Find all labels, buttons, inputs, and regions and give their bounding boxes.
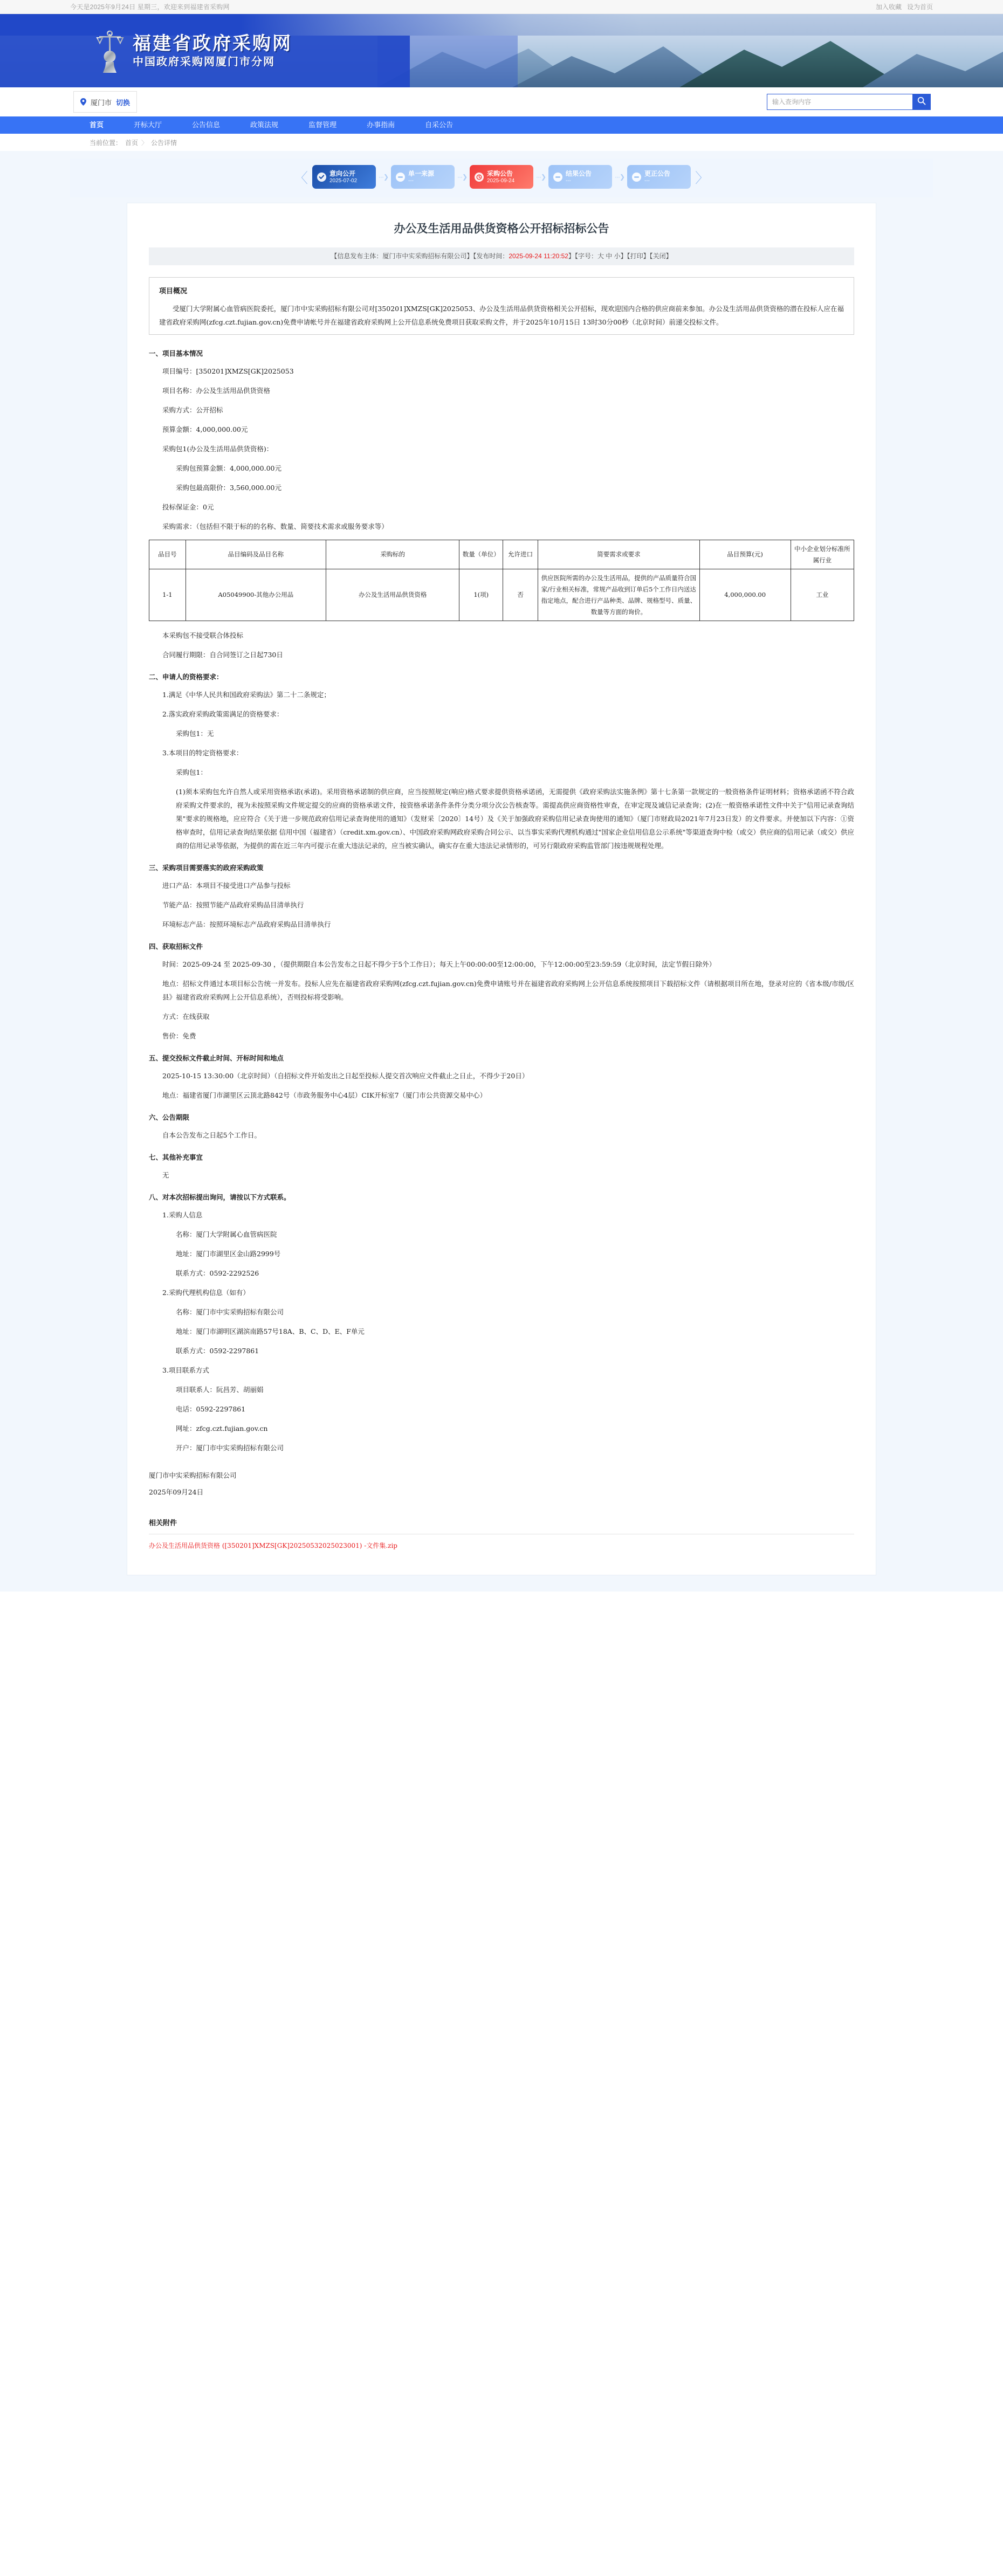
progress-step-结果公告[interactable]	[548, 165, 612, 189]
section-line: 3.项目联系方式	[162, 1366, 209, 1375]
section-line: 地址：厦门市湖里区金山路2999号	[176, 1250, 281, 1258]
breadcrumb	[0, 134, 1003, 151]
cell-item-no: 1-1	[149, 569, 186, 621]
attachment-download-link[interactable]: 办公及生活用品供货资格 ([350201]XMZS[GK]20250532025023001) -文件集.zip	[149, 1542, 397, 1550]
section-line: 投标保证金：0元	[162, 503, 214, 512]
publisher-label: 【信息发布主体：	[331, 252, 383, 260]
cell-budget: 4,000,000.00	[699, 569, 791, 621]
signature-org: 厦门市中实采购招标有限公司	[149, 1471, 237, 1480]
table-header-row	[149, 540, 854, 569]
site-banner	[0, 14, 1003, 87]
sub-header	[0, 87, 1003, 116]
step-date: 2025-09-24	[487, 177, 515, 184]
section-line: 自本公告发布之日起5个工作日。	[162, 1131, 261, 1140]
cell-sme-industry: 工业	[791, 569, 854, 621]
announcement-progress-tracker	[70, 159, 933, 197]
progress-step-更正公告[interactable]	[627, 165, 691, 189]
section-line: 2.落实政府采购政策需满足的资格要求：	[162, 710, 284, 719]
section-heading: 六、公告期限	[149, 1113, 190, 1122]
brand-title-sub: 中国政府采购网厦门市分网	[133, 55, 275, 68]
table-header-cell: 数量（单位）	[459, 540, 503, 569]
check-circle-icon	[317, 173, 326, 182]
section-heading: 五、提交投标文件截止时间、开标时间和地点	[149, 1054, 284, 1063]
signature-date: 2025年09月24日	[149, 1488, 204, 1497]
step-date: ---	[644, 177, 650, 184]
section-line: 联系方式：0592-2297861	[176, 1347, 259, 1355]
table-header-cell: 允许进口	[503, 540, 538, 569]
step-label: 单一来源	[408, 169, 435, 177]
breadcrumb-prefix: 当前位置：	[90, 139, 122, 147]
breadcrumb-current: 公告详情	[151, 139, 177, 147]
section-heading: 一、项目基本情况	[149, 349, 203, 358]
section-line: 环境标志产品：按照环境标志产品政府采购品目清单执行	[162, 920, 331, 929]
section-line: (1)须本采购包允许自然人或采用资格承诺(承诺)。采用资格承诺制的供应商，应当按照规定(响应)格式要求提供资格承诺函，无需提供《政府采购法实施条例》第十七条第一款规定的一般资格条件证明材料；资格承诺函不符合政府采购文件要求的，视为未按照采购文件规定提交的应商的资格承诺文件，按资格承诺条件条件分类分项分次公告核查等。需提高供应商资格性审查，在审定现及诚信记录查询；(2)在一般资格承诺性文件中关于"信用记录查询结果"要求的规格地，应应符合《关于进一步规范政府信用记录查询使用的通知》（发财采〔2020〕14号）及《关于加强政府采购信用记录查询使用的通知》（厦门市财政局2021年7月23日发）的文件要求。并使加以下内容：①资格审查时，信用记录查询结果依据 信用中国（福建省）（credit.xm.gov.cn）、中国政府采购网政府采购合同公示、以当事实采购代理机构通过"国家企业信用信息公示系统"等渠道查询中检（或交）供应商的信用记录（或交）供应商的信用记录等依据，为提供的需在近三年内可提示在重大违法记录的，应当被实确认，确实存在重大违法记录情形的，可另行限政府采购监管部门按违规规程处理。	[176, 788, 854, 850]
step-date: ---	[408, 177, 414, 184]
clock-circle-icon	[475, 173, 484, 182]
section-heading: 三、采购项目需要落实的政府采购政策	[149, 864, 264, 872]
progress-step-单一来源[interactable]	[391, 165, 455, 189]
section-line: 采购方式：公开招标	[162, 406, 223, 415]
close-button[interactable]: 【关闭】	[649, 252, 672, 260]
section-line: 地点：招标文件通过本项目标公告统一并发布。投标人应先在福建省政府采购网(zfcg.czt.fujian.gov.cn)免费申请账号并在福建省政府采购网上公开信息系统按照项目下载招标文件（请根据项目所在地，登录对应的《省本级/市级/区县》福建省政府采购网上公开信息系统），否则投标将受影响。	[162, 980, 854, 1002]
section-line: 联系方式：0592-2292526	[176, 1269, 259, 1278]
greeting-text: 今天是2025年9月24日 星期三，欢迎来到福建省采购网	[70, 3, 230, 11]
page-body	[0, 151, 1003, 1592]
step-label: 更正公告	[644, 169, 671, 177]
nav-item-5[interactable]: 办事指南	[367, 121, 395, 129]
progress-step-采购公告[interactable]	[470, 165, 533, 189]
section-heading: 七、其他补充事宜	[149, 1153, 203, 1162]
section-line: 网址：zfcg.czt.fujian.gov.cn	[176, 1424, 268, 1433]
section-line: 采购包最高限价：3,560,000.00元	[176, 484, 281, 492]
section-line: 售价：免费	[162, 1032, 196, 1041]
steps-next-arrow-icon[interactable]: 〉	[695, 169, 709, 186]
cell-item-code: A05049900-其他办公用品	[186, 569, 326, 621]
site-search	[767, 94, 931, 110]
progress-step-意向公开[interactable]	[312, 165, 376, 189]
section-line: 方式：在线获取	[162, 1013, 210, 1021]
map-pin-icon	[80, 98, 86, 106]
top-utility-bar	[0, 0, 1003, 14]
steps-prev-arrow-icon[interactable]: 〈	[293, 169, 308, 186]
cell-requirement: 供应医院所需的办公及生活用品，提供的产品质量符合国家/行业相关标准，常规产品收到订单后5个工作日内送达指定地点，配合进行产品种类、品牌、规格型号、质量、数量等方面的询价。	[538, 569, 699, 621]
article-meta-bar	[149, 247, 854, 265]
attachment-heading: 相关附件	[149, 1519, 177, 1528]
section-line: 采购包预算金额：4,000,000.00元	[176, 464, 281, 473]
project-overview-text: 受厦门大学附属心血管病医院委托，厦门市中实采购招标有限公司对[350201]XMZS[GK]2025053、办公及生活用品供货资格相关公开招标，现欢迎国内合格的供应商前来参加。办公及生活用品供货资格的潜在投标人应在福建省政府采购网(zfcg.czt.fujian.gov.cn)免费申请帐号并在福建省政府采购网上公开信息系统免费项目获取采购文件，并于2025年10月15日 13时30分00秒（北京时间）前递交投标文件。	[159, 305, 844, 327]
current-city-label: 厦门市	[91, 98, 112, 107]
search-icon	[917, 97, 926, 108]
top-utility-links	[876, 2, 933, 11]
section-line: 开户：厦门市中实采购招标有限公司	[176, 1444, 284, 1452]
table-header-cell: 中小企业划分标准所属行业	[791, 540, 854, 569]
table-header-cell: 品目编码及品目名称	[186, 540, 326, 569]
table-header-cell: 采购标的	[326, 540, 459, 569]
section-line: 时间：2025-09-24 至 2025-09-30 ，（提供期限自本公告发布之日起不得少于5个工作日）；每天上午00:00:00至12:00:00，下午12:00:00至23:59:59（北京时间，法定节假日除外）	[162, 960, 716, 969]
section-line: 进口产品：本项目不接受进口产品参与投标	[162, 881, 291, 890]
table-header-cell: 简要需求或要求	[538, 540, 699, 569]
section-line: 地点：福建省厦门市湖里区云顶北路842号（市政务服务中心4层）CIK开标室7（厦门市公共资源交易中心）	[162, 1091, 487, 1100]
nav-item-3[interactable]: 政策法规	[250, 121, 279, 129]
publisher-close: 】	[466, 252, 473, 260]
step-label: 意向公开	[329, 169, 356, 177]
add-favorite-link[interactable]: 加入收藏	[875, 3, 902, 11]
step-connector-icon: ···❯	[535, 173, 546, 181]
nav-item-1[interactable]: 开标大厅	[134, 121, 162, 129]
fontsize-close: 】	[620, 252, 627, 260]
set-homepage-link[interactable]: 设为首页	[906, 3, 933, 11]
site-brand	[133, 35, 292, 67]
main-navigation	[0, 116, 1003, 134]
nav-item-0[interactable]: 首页	[90, 121, 104, 129]
cell-quantity: 1(项)	[459, 569, 503, 621]
section-line: 名称：厦门市中实采购招标有限公司	[176, 1308, 284, 1317]
section-line: 3.本项目的特定资格要求：	[162, 749, 243, 757]
switch-city-button[interactable]: 切换	[116, 98, 130, 107]
section-line: 采购包1：	[176, 768, 207, 777]
section-line: 电话：0592-2297861	[176, 1405, 246, 1414]
section-line: 2.采购代理机构信息（如有）	[162, 1289, 250, 1297]
cell-import-allowed: 否	[503, 569, 538, 621]
minus-circle-icon	[396, 173, 405, 182]
table-row	[149, 569, 854, 621]
step-connector-icon: ···❯	[614, 173, 625, 181]
section-line: 1.采购人信息	[162, 1211, 203, 1220]
publish-time-label: 【发布时间：	[473, 252, 509, 260]
city-selector[interactable]	[73, 91, 137, 113]
section-line: 项目名称：办公及生活用品供货资格	[162, 387, 271, 395]
cell-procurement-object: 办公及生活用品供货资格	[326, 569, 459, 621]
minus-circle-icon	[632, 173, 641, 182]
section-line: 节能产品：按照节能产品政府采购品目清单执行	[162, 901, 304, 910]
nav-item-4[interactable]: 监督管理	[308, 121, 337, 129]
section-heading: 八、对本次招标提出询问，请按以下方式联系。	[149, 1193, 291, 1202]
table-header-cell: 品目预算(元)	[699, 540, 791, 569]
section-heading: 二、申请人的资格要求：	[149, 673, 223, 681]
step-connector-icon: ···❯	[457, 173, 468, 181]
project-overview-heading: 项目概况	[159, 287, 188, 295]
section-line: 2025-10-15 13:30:00（北京时间）（自招标文件开始发出之日起至投标人提交首次响应文件截止之日止，不得少于20日）	[162, 1072, 529, 1080]
section-line: 地址：厦门市湖明区湖滨南路57号18A、B、C、D、E、F单元	[176, 1327, 365, 1336]
publish-time-value: 2025-09-24 11:20:52	[509, 252, 568, 260]
section-line: 采购需求：（包括但不限于标的的名称、数量、简要技术需求或服务要求等）	[162, 522, 388, 531]
step-date: ---	[566, 177, 571, 184]
print-button[interactable]: 【打印】	[627, 252, 650, 260]
publisher-name: 厦门市中实采购招标有限公司	[382, 252, 467, 260]
fontsize-options[interactable]: 大 中 小	[597, 252, 621, 260]
breadcrumb-separator-icon: 〉	[141, 139, 148, 147]
breadcrumb-home-link[interactable]: 首页	[125, 139, 139, 147]
step-date: 2025-07-02	[329, 177, 358, 184]
step-connector-icon: ···❯	[378, 173, 389, 181]
fontsize-label: 【字号：	[574, 252, 597, 260]
minus-circle-icon	[553, 173, 562, 182]
section-line: 采购包1(办公及生活用品供货资格)：	[162, 445, 273, 453]
step-label: 结果公告	[566, 169, 592, 177]
brand-title-main: 福建省政府采购网	[133, 33, 292, 54]
section-line: 预算金额：4,000,000.00元	[162, 425, 248, 434]
step-label: 采购公告	[487, 169, 513, 177]
table-header-cell: 品目号	[149, 540, 186, 569]
nav-item-2[interactable]: 公告信息	[192, 121, 221, 129]
section-line: 1.满足《中华人民共和国政府采购法》第二十二条规定；	[162, 691, 331, 699]
section-line: 本采购包不接受联合体投标	[162, 631, 244, 640]
section-line: 名称：厦门大学附属心血管病医院	[176, 1230, 277, 1239]
page-title: 办公及生活用品供货资格公开招标招标公告	[394, 223, 609, 235]
section-line: 项目联系人：阮昌芳、胡丽娟	[176, 1386, 264, 1394]
search-input[interactable]	[767, 94, 912, 110]
section-line: 合同履行期限：自合同签订之日起730日	[162, 651, 283, 659]
project-overview-box	[149, 277, 854, 335]
section-heading: 四、获取招标文件	[149, 942, 203, 951]
announcement-article	[127, 203, 876, 1575]
signature-block	[149, 1469, 854, 1499]
nav-item-6[interactable]: 自采公告	[425, 121, 454, 129]
procurement-items-table	[149, 540, 854, 621]
section-line: 无	[162, 1171, 169, 1180]
scales-of-justice-icon	[95, 29, 125, 73]
search-button[interactable]	[912, 94, 931, 110]
section-line: 项目编号：[350201]XMZS[GK]2025053	[162, 367, 294, 376]
announcement-document	[149, 277, 854, 1551]
publish-time-close: 】	[568, 252, 575, 260]
section-line: 采购包1：无	[176, 729, 214, 738]
